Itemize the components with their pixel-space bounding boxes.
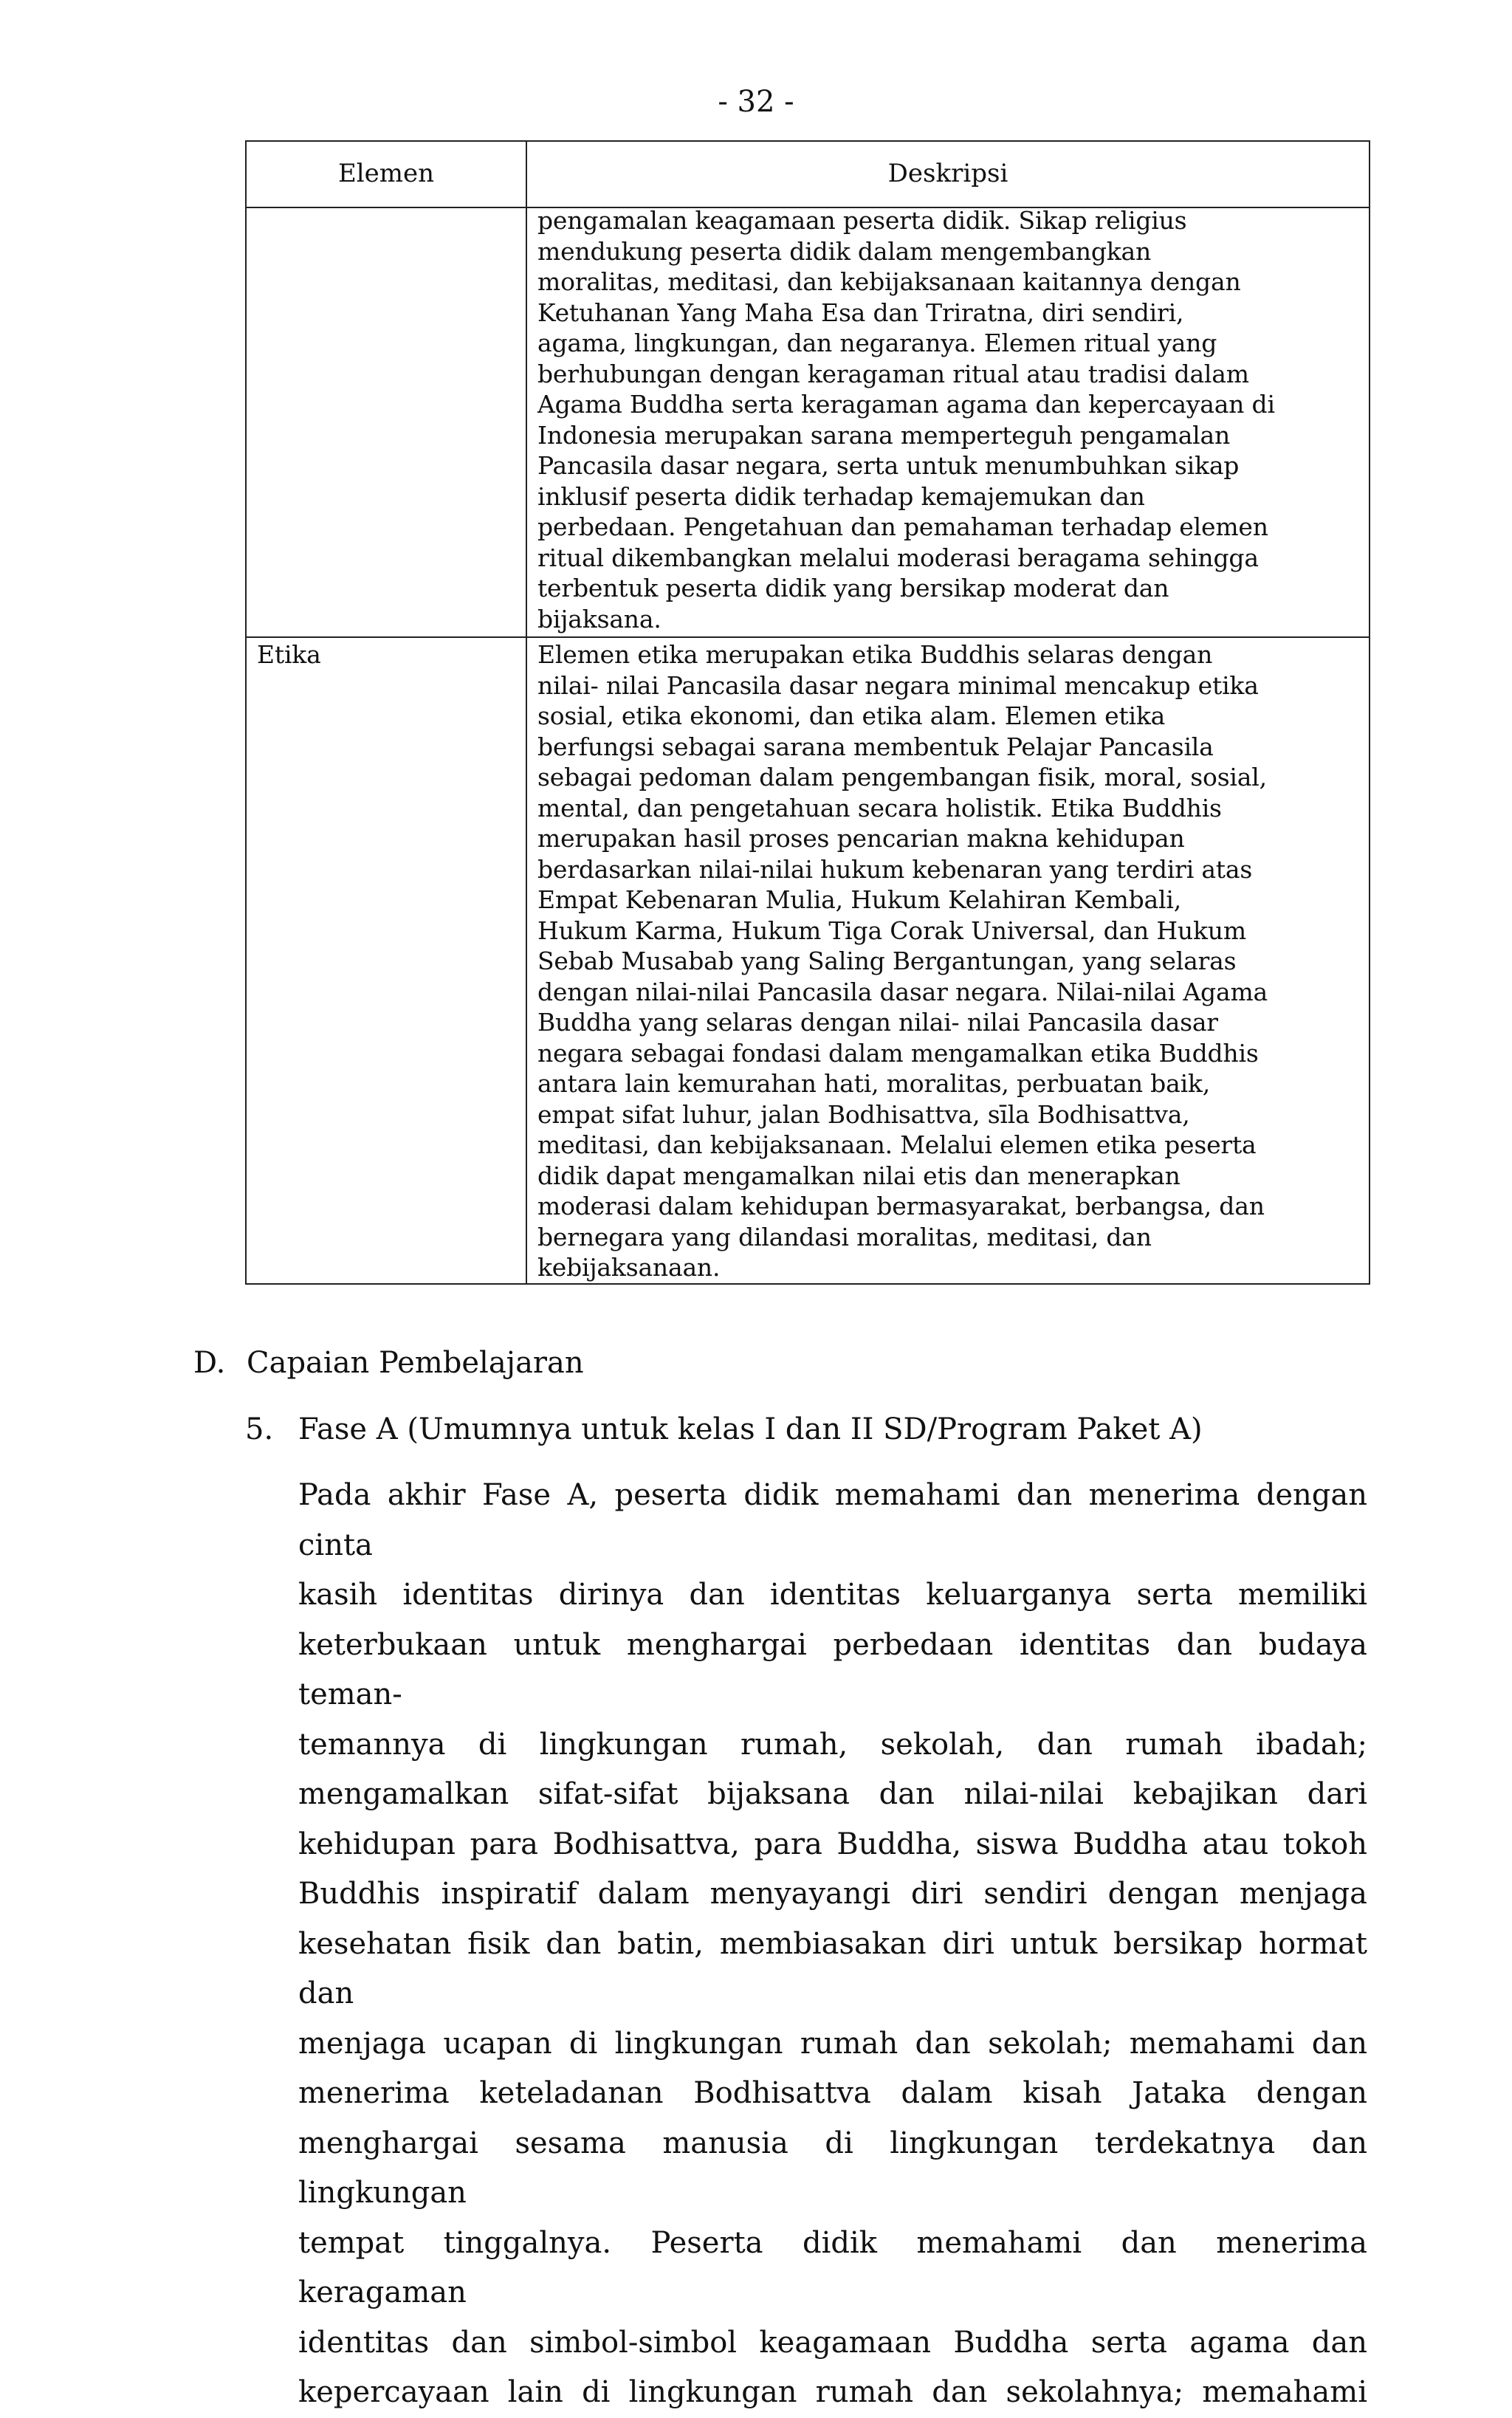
paragraph-line: mengamalkan sifat-sifat bijaksana dan nilai-nilai kebajikan dari <box>298 1777 1367 1811</box>
elemen-cell <box>246 637 526 1284</box>
body-paragraph <box>298 1471 1367 2418</box>
paragraph-line: menghargai sesama manusia di lingkungan terdekatnya dan lingkungan <box>298 2126 1367 2210</box>
section-heading <box>193 1342 584 1384</box>
page-number: - 32 - <box>718 85 794 119</box>
table-header-row <box>246 141 1370 207</box>
table-row <box>246 637 1370 1284</box>
header-deskripsi: Deskripsi <box>526 141 1370 207</box>
paragraph-line: identitas dan simbol-simbol keagamaan Buddha serta agama dan <box>298 2325 1367 2360</box>
paragraph-line: Pada akhir Fase A, peserta didik memahami dan menerima dengan cinta <box>298 1478 1367 1562</box>
table-row <box>246 207 1370 637</box>
section-title: Capaian Pembelajaran <box>247 1346 584 1380</box>
paragraph-line: tempat tinggalnya. Peserta didik memahami dan menerima keragaman <box>298 2225 1367 2309</box>
subsection-heading <box>245 1409 1203 1450</box>
subsection-title: Fase A (Umumnya untuk kelas I dan II SD/Program Paket A) <box>298 1412 1203 1446</box>
paragraph-line: kepercayaan lain di lingkungan rumah dan sekolahnya; memahami <box>298 2375 1367 2409</box>
section-letter: D. <box>193 1346 226 1380</box>
deskripsi-cell <box>526 637 1370 1284</box>
deskripsi-text: Elemen etika merupakan etika Buddhis selaras dengan nilai- nilai Pancasila dasar negara minimal mencakup etika sosial, etika ekonomi, dan etika alam. Elemen etika berfungsi sebagai sarana membentuk Pelajar Pancasila sebagai pedoman dalam pengembangan fisik, moral, sosial, mental, dan pengetahuan secara holistik. Etika Buddhis merupakan hasil proses pencarian makna kehidupan berdasarkan nilai-nilai hukum kebenaran yang terdiri atas Empat Kebenaran Mulia, Hukum Kelahiran Kembali, Hukum Karma, Hukum Tiga Corak Universal, dan Hukum Sebab Musabab yang Saling Bergantungan, yang selaras dengan nilai-nilai Pancasila dasar negara. Nilai-nilai Agama Buddha yang selaras dengan nilai- nilai Pancasila dasar negara sebagai fondasi dalam mengamalkan etika Buddhis antara lain kemurahan hati, moralitas, perbuatan baik, empat sifat luhur, jalan Bodhisattva, sīla Bodhisattva, meditasi, dan kebijaksanaan. Melalui elemen etika peserta didik dapat mengamalkan nilai etis dan menerapkan moderasi dalam kehidupan bermasyarakat, berbangsa, dan bernegara yang dilandasi moralitas, meditasi, dan kebijaksanaan. <box>537 640 1268 1282</box>
elemen-cell <box>246 207 526 637</box>
paragraph-line: kesehatan fisik dan batin, membiasakan diri untuk bersikap hormat dan <box>298 1926 1367 2010</box>
deskripsi-cell <box>526 207 1370 637</box>
paragraph-line: kehidupan para Bodhisattva, para Buddha, siswa Buddha atau tokoh <box>298 1827 1367 1861</box>
paragraph-line: Buddhis inspiratif dalam menyayangi diri sendiri dengan menjaga <box>298 1877 1367 1911</box>
subsection-number: 5. <box>245 1412 274 1446</box>
paragraph-line: menerima keteladanan Bodhisattva dalam kisah Jataka dengan <box>298 2076 1367 2110</box>
header-elemen: Elemen <box>246 141 526 207</box>
elemen-name: Etika <box>257 640 321 669</box>
paragraph-line: keterbukaan untuk menghargai perbedaan identitas dan budaya teman- <box>298 1627 1367 1711</box>
elemen-table <box>245 140 1370 1285</box>
paragraph-line: kasih identitas dirinya dan identitas keluarganya serta memiliki <box>298 1578 1367 1612</box>
deskripsi-text: pengamalan keagamaan peserta didik. Sikap religius mendukung peserta didik dalam mengembangkan moralitas, meditasi, dan kebijaksanaan kaitannya dengan Ketuhanan Yang Maha Esa dan Triratna, diri sendiri, agama, lingkungan, dan negaranya. Elemen ritual yang berhubungan dengan keragaman ritual atau tradisi dalam Agama Buddha serta keragaman agama dan kepercayaan di Indonesia merupakan sarana memperteguh pengamalan Pancasila dasar negara, serta untuk menumbuhkan sikap inklusif peserta didik terhadap kemajemukan dan perbedaan. Pengetahuan dan pemahaman terhadap elemen ritual dikembangkan melalui moderasi beragama sehingga terbentuk peserta didik yang bersikap moderat dan bijaksana. <box>537 206 1275 633</box>
paragraph-line: temannya di lingkungan rumah, sekolah, dan rumah ibadah; <box>298 1727 1367 1762</box>
paragraph-line: menjaga ucapan di lingkungan rumah dan sekolah; memahami dan <box>298 2026 1367 2061</box>
